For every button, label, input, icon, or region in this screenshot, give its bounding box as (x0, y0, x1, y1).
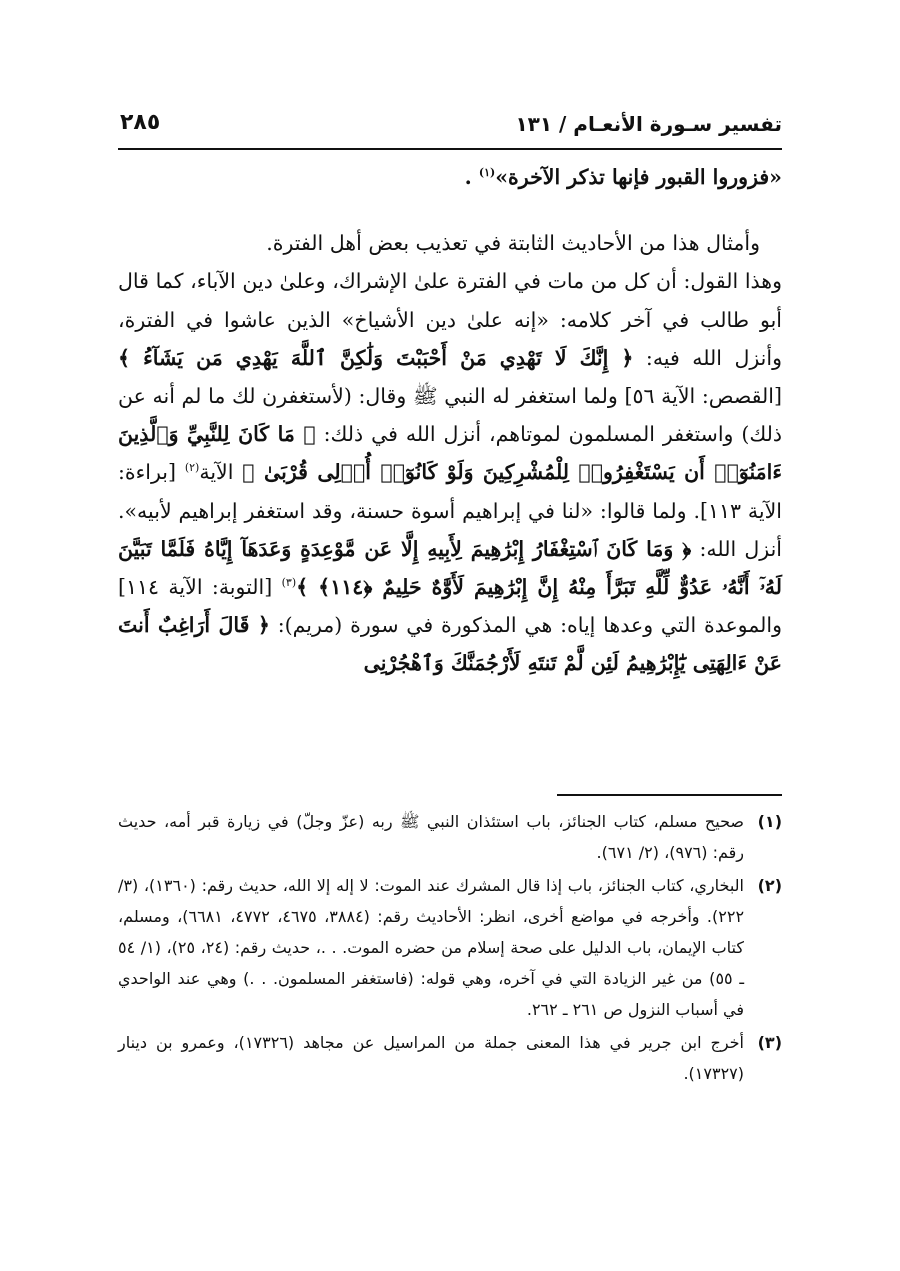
footnote-1-number: (١) (757, 812, 782, 831)
hadith-quote-text: «فزوروا القبور فإنها تذكر الآخرة» (495, 165, 782, 189)
footnote-3-number: (٣) (757, 1033, 782, 1052)
footnote-2 (118, 870, 782, 1025)
quran-verse-4: ﴿ قَالَ أَرَاغِبٌ أَنتَ عَنْ ءَالِهَتِى يَٰٓإِبْرَٰهِيمُ لَئِن لَّمْ تَنتَهِ لَأَرْجُمَنَّكَ وَٱهْجُرْنِى (118, 613, 782, 676)
page-number: ٢٨٥ (120, 110, 161, 135)
footnote-1-text: صحيح مسلم، كتاب الجنائز، باب استئذان النبي ﷺ ربه (عزّ وجلّ) في زيارة قبر أمه، حديث رقم: (٩٧٦)، (٢/ ٦٧١). (118, 812, 744, 862)
footnote-ref-2[interactable]: (٢) (184, 461, 200, 475)
footnote-ref-3[interactable]: (٣) (281, 576, 297, 590)
paragraph-1-text: وأمثال هذا من الأحاديث الثابتة في تعذيب بعض أهل الفترة. (266, 231, 760, 256)
footnote-3 (118, 1027, 782, 1089)
hadith-quote: «فزوروا القبور فإنها تذكر الآخرة»$^{(١)}$ . (464, 165, 782, 189)
footnote-2-number: (٢) (757, 876, 782, 895)
paragraph-1 (118, 224, 782, 262)
quran-verse-1: ﴿ إِنَّكَ لَا تَهْدِي مَنْ أَحْبَبْتَ وَلَٰكِنَّ ٱللَّهَ يَهْدِي مَن يَشَآءُ ﴾ (118, 345, 634, 370)
footnote-separator (557, 794, 782, 796)
paragraph-2-part-c: الآية (199, 460, 234, 485)
footnotes (118, 806, 782, 1091)
header-title: تفسير سـورة الأنعـام / ١٣١ (515, 112, 782, 136)
footnote-3-text: أخرج ابن جرير في هذا المعنى جملة من المراسيل عن مجاهد (١٧٣٢٦)، وعمرو بن دينار (١٧٣٢٧). (118, 1033, 744, 1083)
footnote-ref-1[interactable]: (١) (478, 166, 496, 180)
running-header (118, 108, 782, 148)
main-text (118, 158, 782, 683)
paragraph-2-part-a: وهذا القول: أن كل من مات في الفترة علىٰ الإشراك، وعلىٰ دين الآباء، كما قال أبو طالب في آخر كلامه: «إنه علىٰ دين الأشياخ» الذين عاشوا في الفترة، وأنزل الله فيه: (118, 269, 782, 370)
quran-verse-2: ﴿ مَا كَانَ لِلنَّبِيِّ وَٱلَّذِينَ ءَامَنُوٓا۟ أَن يَسْتَغْفِرُوا۟ لِلْمُشْرِكِينَ وَلَوْ كَانُوٓا۟ أُو۟لِى قُرْبَىٰ ﴾ (118, 422, 782, 485)
footnote-1 (118, 806, 782, 868)
paragraph-2-part-b: [القصص: الآية ٥٦] ولما استغفر له النبي ﷺ وقال: (لأستغفرن لك ما لم أنه عن ذلك) واستغفر المسلمون لموتاهم، أنزل الله في ذلك: (118, 384, 782, 447)
quran-verse-3: ﴿ وَمَا كَانَ ٱسْتِغْفَارُ إِبْرَٰهِيمَ لِأَبِيهِ إِلَّا عَن مَّوْعِدَةٍ وَعَدَهَآ إِيَّاهُ فَلَمَّا تَبَيَّنَ لَهُۥٓ أَنَّهُۥ عَدُوٌّ لِّلَّهِ تَبَرَّأَ مِنْهُ إِنَّ إِبْرَٰهِيمَ لَأَوَّٰهٌ حَلِيمٌ ﴿١١٤﴾ ﴾ (118, 536, 782, 600)
paragraph-2-part-d: [براءة: الآية ١١٣]. ولما قالوا: «لنا في إبراهيم أسوة حسنة، وقد استغفر إبراهيم لأبيه». أنزل الله: (118, 460, 782, 561)
footnote-2-text: البخاري، كتاب الجنائز، باب إذا قال المشرك عند الموت: لا إله إلا الله، حديث رقم: (١٣٦٠)، (٣/ ٢٢٢). وأخرجه في مواضع أخرى، انظر: الأحاديث رقم: (٣٨٨٤، ٤٦٧٥، ٤٧٧٢، ٦٦٨١)، ومسلم، كتاب الإيمان، باب الدليل على صحة إسلام من حضره الموت. . .، حديث رقم: (٢٤، ٢٥)، (١/ ٥٤ ـ ٥٥) من غير الزيادة التي في آخره، وهي قوله: (فاستغفر المسلمون. . .) وهي عند الواحدي في أسباب النزول ص ٢٦١ ـ ٢٦٢. (118, 876, 745, 1019)
header-rule (118, 148, 782, 150)
paragraph-2 (118, 262, 782, 682)
paragraph-2-part-e: [التوبة: الآية ١١٤] والموعدة التي وعدها إياه: هي المذكورة في سورة (مريم): (118, 575, 782, 638)
